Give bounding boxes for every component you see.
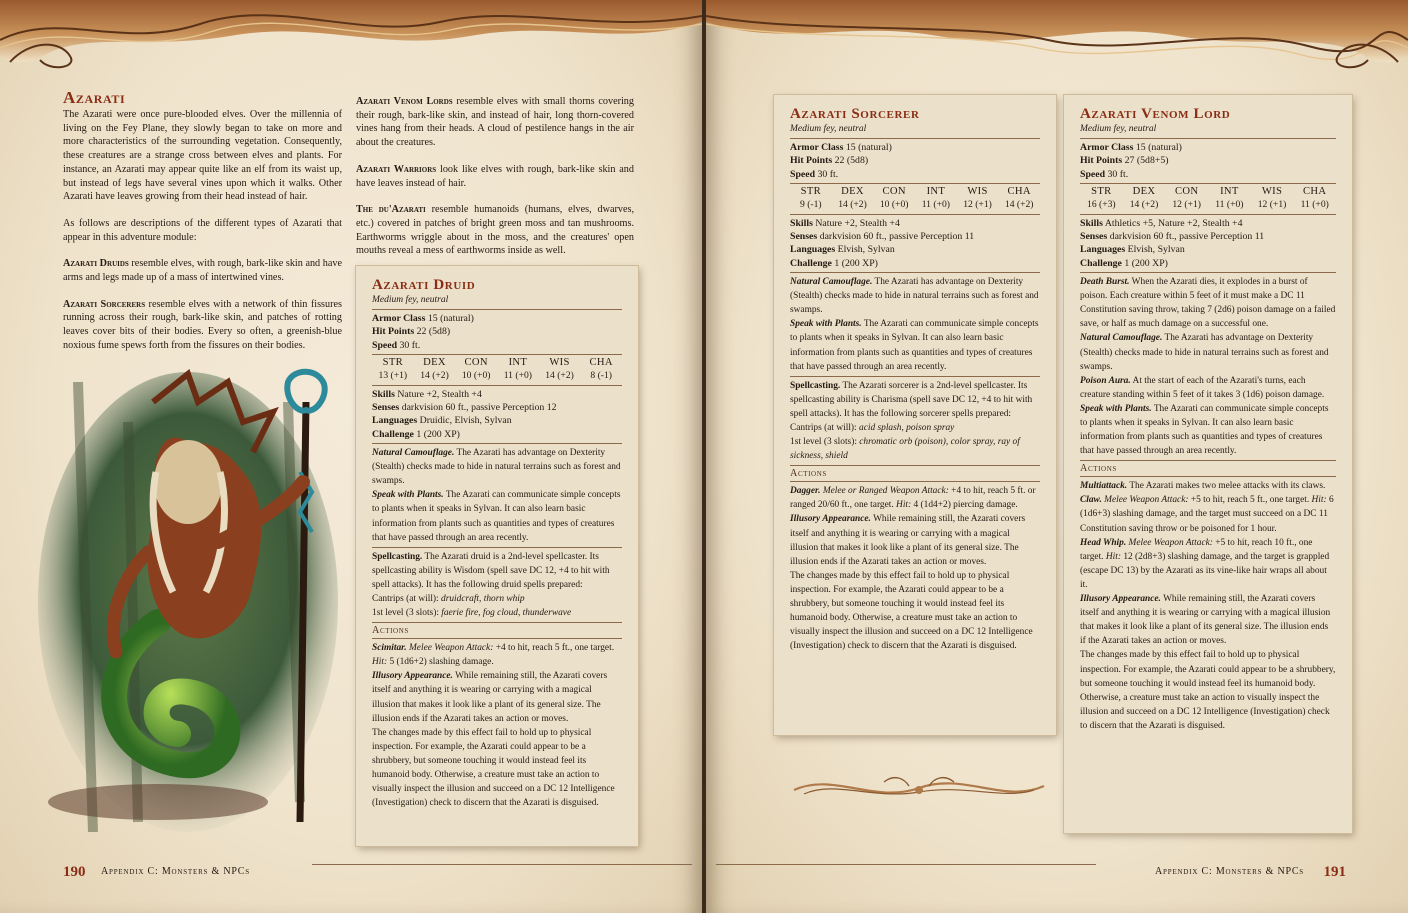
ability-value: 14 (+2)	[420, 370, 449, 382]
sorcerer-languages: Languages Elvish, Sylvan	[790, 244, 895, 256]
ability-value: 12 (+1)	[963, 199, 992, 211]
warrior-description: Azarati Warriors look like elves with rough, bark-like skin and have leaves instead of hair.	[356, 163, 634, 189]
footer-rule	[312, 864, 692, 865]
divider	[790, 376, 1040, 377]
celtic-knot-border-icon	[706, 0, 1408, 72]
venom-lord-challenge: Challenge 1 (200 XP)	[1080, 257, 1168, 269]
ability-value: 16 (+3)	[1087, 199, 1116, 211]
druid-hp: Hit Points 22 (5d8)	[372, 326, 451, 338]
venom-lord-action: Claw. Melee Weapon Attack: +5 to hit, reach 5 ft., one target. Hit: 6 (1d6+3) slashing damage, and the target must succeed on a DC 11 Constitution saving throw or be poisoned for 1 hour.	[1080, 495, 1334, 534]
sorcerer-name: Azarati Sorcerer	[790, 106, 920, 122]
venom-lord-statblock	[1064, 95, 1352, 833]
druid-name: Azarati Druid	[372, 277, 476, 293]
venom-lord-action-note: The changes made by this effect fail to hold up to physical inspection. For example, the Azarati could appear to be a shrubbery, but someone touching it would instead feel its humanoid body. Otherwise, a creature must take an action to visually inspect the illusion and succeed on a DC 12 Intelligence (Investigation) check to discern that the Azarati is disguised.	[1080, 650, 1336, 731]
druid-cantrips: Cantrips (at will): druidcraft, thorn whip	[372, 594, 525, 605]
divider	[790, 138, 1040, 139]
venom-lord-speed: Speed 30 ft.	[1080, 168, 1129, 180]
sorcerer-trait: Speak with Plants. The Azarati can communicate simple concepts to plants when it speaks in Sylvan. It can also learn basic information from plants such as quantities and types of creatures that have passed through an area recently.	[790, 319, 1039, 372]
divider	[1080, 272, 1336, 273]
venom-lord-languages: Languages Elvish, Sylvan	[1080, 244, 1185, 256]
druid-trait: Speak with Plants. The Azarati can communicate simple concepts to plants when it speaks in Sylvan. It can also learn basic information from plants such as quantities and types of creatures that have passed through an area recently.	[372, 490, 621, 543]
sorcerer-speed: Speed 30 ft.	[790, 168, 839, 180]
ability-value: 13 (+1)	[378, 370, 408, 382]
druid-speed: Speed 30 ft.	[372, 339, 421, 351]
sorcerer-skills: Skills Nature +2, Stealth +4	[790, 217, 900, 229]
ability-label: DEX	[1132, 185, 1156, 197]
venom-lord-senses: Senses darkvision 60 ft., passive Perception 11	[1080, 231, 1265, 243]
druid-level1: 1st level (3 slots): faerie fire, fog cloud, thunderwave	[372, 608, 572, 619]
divider	[372, 443, 622, 444]
left-page	[0, 0, 702, 913]
druid-type: Medium fey, neutral	[372, 295, 449, 305]
divider	[372, 622, 622, 623]
divider	[1080, 460, 1336, 461]
divider	[372, 309, 622, 310]
ability-value: 10 (+0)	[461, 370, 491, 382]
ability-value: 14 (+2)	[838, 199, 867, 211]
sorcerer-action-note: The changes made by this effect fail to hold up to physical inspection. For example, the Azarati could appear to be a shrubbery, but someone touching it would instead feel its humanoid body. Otherwise, a creature must take an action to visually inspect the illusion and succeed on a DC 12 Intelligence (Investigation) check to discern that the Azarati is disguised.	[790, 570, 1033, 652]
venom-lord-action: Multiattack. The Azarati makes two melee attacks with its claws.	[1080, 481, 1326, 492]
druid-challenge: Challenge 1 (200 XP)	[372, 428, 460, 440]
ability-label: CHA	[1303, 185, 1327, 197]
ability-label: WIS	[967, 185, 988, 197]
divider	[372, 547, 622, 548]
ability-value: 11 (+0)	[503, 370, 532, 382]
ability-label: INT	[1220, 185, 1239, 197]
ability-label: WIS	[549, 356, 570, 368]
ability-value: 14 (+2)	[1129, 199, 1159, 211]
ability-label: STR	[1091, 185, 1112, 197]
druid-ac: Armor Class 15 (natural)	[372, 313, 474, 324]
druid-statblock	[356, 266, 638, 846]
druid-actions-heading: Actions	[372, 625, 409, 637]
ability-label: DEX	[841, 185, 864, 197]
druid-trait: Natural Camouflage. The Azarati has advantage on Dexterity (Stealth) checks made to hide in natural terrains such as forest and swamps.	[372, 448, 621, 487]
sorcerer-description: Azarati Sorcerers resemble elves with a network of thin fissures running across their rough, bark-like skin, and patches of rotting leaves cover bits of their bodies. Every so often, a greenish-blue noxious fume spews forth from the fissures on their bodies.	[63, 298, 342, 351]
ability-label: INT	[926, 185, 946, 197]
druid-action-note: The changes made by this effect fail to hold up to physical inspection. For example, the Azarati could appear to be a shrubbery, but someone touching it would instead feel its humanoid body. Otherwise, a creature must take an action to visually inspect the illusion and succeed on a DC 12 Intelligence (Investigation) check to discern that the Azarati is disguised.	[372, 727, 615, 809]
venom-lord-ability-labels	[1080, 186, 1336, 199]
sorcerer-actions-heading: Actions	[790, 468, 827, 480]
divider	[790, 272, 1040, 273]
venom-lord-trait: Poison Aura. At the start of each of the Azarati's turns, each creature standing within 5 feet of it takes 3 (1d6) poison damage.	[1080, 375, 1325, 400]
ability-value: 10 (+0)	[879, 199, 909, 211]
divider	[372, 354, 622, 355]
druid-skills: Skills Nature +2, Stealth +4	[372, 388, 482, 400]
scroll-flourish-icon	[774, 768, 1064, 808]
divider	[372, 638, 622, 639]
druid-description: Azarati Druids resemble elves, with rough, bark-like skin and have arms and legs made up of a mass of intertwined vines.	[63, 258, 342, 284]
sorcerer-spellcasting: Spellcasting. The Azarati sorcerer is a 2nd-level spellcaster. Its spellcasting ability is Charisma (spell save DC 12, +4 to hit with spell attacks). It has the following sorcerer spells prepared:	[790, 380, 1033, 419]
ability-label: CHA	[1007, 185, 1031, 197]
venom-lord-action: Illusory Appearance. While remaining still, the Azarati covers itself and anything it is wearing or carrying with a magical illusion that makes it look like a plant of its general size. The illusion ends if the Azarati takes an action or moves.	[1080, 594, 1331, 647]
footer-text: Appendix C: Monsters & NPCs	[101, 866, 250, 877]
sorcerer-senses: Senses darkvision 60 ft., passive Perception 11	[790, 231, 975, 243]
divider	[1080, 476, 1336, 477]
druid-ability-labels	[372, 357, 622, 370]
druid-action: Scimitar. Melee Weapon Attack: +4 to hit, reach 5 ft., one target. Hit: 5 (1d6+2) slashing damage.	[372, 643, 615, 668]
ability-value: 11 (+0)	[1300, 199, 1329, 211]
ability-value: 12 (+1)	[1257, 199, 1287, 211]
divider	[1080, 214, 1336, 215]
right-page	[706, 0, 1408, 913]
divider	[1080, 183, 1336, 184]
divider	[372, 385, 622, 386]
page-title: Azarati	[63, 88, 126, 107]
venom-lord-trait: Natural Camouflage. The Azarati has advantage on Dexterity (Stealth) checks made to hide in natural terrains such as forest and swamps.	[1080, 333, 1329, 372]
venom-lord-trait: Speak with Plants. The Azarati can communicate simple concepts to plants when it speaks in Sylvan. It can also learn basic information from plants such as quantities and types of creatures that have passed through an area recently.	[1080, 403, 1329, 457]
sorcerer-ability-values	[790, 199, 1040, 212]
druid-action: Illusory Appearance. While remaining still, the Azarati covers itself and anything it is wearing or carrying with a magical illusion that makes it look like a plant of its general size. The illusion ends if the Azarati takes an action or moves.	[372, 671, 608, 724]
venom-lord-hp: Hit Points 27 (5d8+5)	[1080, 155, 1169, 167]
ability-label: CHA	[589, 356, 613, 368]
intro-column	[63, 108, 342, 353]
sorcerer-action: Illusory Appearance. While remaining still, the Azarati covers itself and anything it is wearing or carrying with a magical illusion that makes it look like a plant of its general size. The illusion ends if the Azarati takes an action or moves.	[790, 514, 1026, 567]
sorcerer-ac: Armor Class 15 (natural)	[790, 142, 892, 153]
sorcerer-level1: 1st level (3 slots): chromatic orb (poison), color spray, ray of sickness, shield	[790, 437, 1020, 462]
sorcerer-action: Dagger. Melee or Ranged Weapon Attack: +4 to hit, reach 5 ft. or ranged 20/60 ft., one target. Hit: 4 (1d4+2) piercing damage.	[790, 486, 1036, 511]
page-number: 191	[1323, 864, 1346, 880]
sorcerer-ability-labels	[790, 186, 1040, 199]
druid-languages: Languages Druidic, Elvish, Sylvan	[372, 415, 512, 427]
celtic-knot-border-icon	[0, 0, 702, 72]
ability-value: 12 (+1)	[1172, 199, 1201, 211]
sorcerer-challenge: Challenge 1 (200 XP)	[790, 257, 878, 269]
ability-label: DEX	[423, 356, 446, 368]
venom-lord-name: Azarati Venom Lord	[1080, 106, 1231, 122]
azarati-druid-illustration	[38, 362, 344, 832]
sorcerer-statblock	[774, 95, 1056, 735]
sorcerer-type: Medium fey, neutral	[790, 124, 867, 134]
divider	[790, 183, 1040, 184]
venom-lord-skills: Skills Athletics +5, Nature +2, Stealth +4	[1080, 217, 1243, 229]
divider	[790, 214, 1040, 215]
venom-lord-trait: Death Burst. When the Azarati dies, it explodes in a burst of poison. Each creature within 5 feet of it must make a DC 11 Constitution saving throw, taking 7 (2d6) poison damage on a failed save, or half as much damage on a successful one.	[1080, 277, 1336, 330]
ability-value: 8 (-1)	[590, 370, 612, 382]
du-azarati-description: The du'Azarati resemble humanoids (humans, elves, dwarves, etc.) covered in patches of bright green moss and tan mushrooms. Earthworms wriggle about in the moss, and the creatures' open mouths reveal a mess of earthworms inside as well.	[356, 204, 634, 257]
ability-label: INT	[508, 356, 528, 368]
venom-lord-type: Medium fey, neutral	[1080, 124, 1157, 134]
druid-ability-values	[372, 370, 622, 383]
ability-label: CON	[882, 185, 906, 197]
divider	[790, 481, 1040, 482]
venom-lord-ac: Armor Class 15 (natural)	[1080, 142, 1182, 153]
footer-rule	[716, 864, 1096, 865]
druid-spellcasting: Spellcasting. The Azarati druid is a 2nd-level spellcaster. Its spellcasting ability is Wisdom (spell save DC 12, +4 to hit with spell attacks). It has the following druid spells prepared:	[372, 551, 610, 590]
ability-label: STR	[382, 356, 403, 368]
divider	[1080, 138, 1336, 139]
venom-lord-action: Head Whip. Melee Weapon Attack: +5 to hit, reach 10 ft., one target. Hit: 12 (2d8+3) slashing damage, and the target is grappled (escape DC 13) by the Azarati as its vine-like hair wraps all about it.	[1080, 537, 1330, 590]
ability-value: 14 (+2)	[545, 370, 574, 382]
druid-senses: Senses darkvision 60 ft., passive Perception 12	[372, 402, 557, 414]
sorcerer-hp: Hit Points 22 (5d8)	[790, 155, 869, 167]
venom-lord-ability-values	[1080, 199, 1336, 212]
ability-value: 11 (+0)	[921, 199, 950, 211]
sorcerer-cantrips: Cantrips (at will): acid splash, poison spray	[790, 423, 955, 434]
intro-paragraph: The Azarati were once pure-blooded elves. Over the millennia of living on the Fey Plane, they slowly began to take on more and more characteristics of the surrounding vegetation. Consequently, these creatures are a strange cross between elves and plants. For instance, an Azarati may appear quite like an elf from its waist up, but instead of legs have several vines upon which it walks. Other Azarati have leaves growing from their head instead of hair.	[63, 109, 342, 203]
ability-label: CON	[464, 356, 488, 368]
ability-value: 14 (+2)	[1004, 199, 1034, 211]
ability-label: STR	[800, 185, 821, 197]
ability-value: 9 (-1)	[800, 199, 822, 211]
sorcerer-trait: Natural Camouflage. The Azarati has advantage on Dexterity (Stealth) checks made to hide in natural terrains such as forest and swamps.	[790, 277, 1039, 316]
divider	[790, 465, 1040, 466]
venom-lord-actions-heading: Actions	[1080, 463, 1117, 475]
ability-label: WIS	[1261, 185, 1283, 197]
ability-value: 11 (+0)	[1215, 199, 1244, 211]
ability-label: CON	[1175, 185, 1199, 197]
footer-text: Appendix C: Monsters & NPCs	[1155, 866, 1304, 877]
venom-lord-description: Azarati Venom Lords resemble elves with small thorns covering their rough, bark-like skin, and instead of hair, long thorn-covered vines hang from their heads. A cloud of pestilence hangs in the air about the creatures.	[356, 96, 634, 149]
types-intro-paragraph: As follows are descriptions of the different types of Azarati that appear in this adventure module:	[63, 217, 342, 243]
page-number: 190	[63, 864, 86, 880]
types-column	[356, 95, 634, 258]
